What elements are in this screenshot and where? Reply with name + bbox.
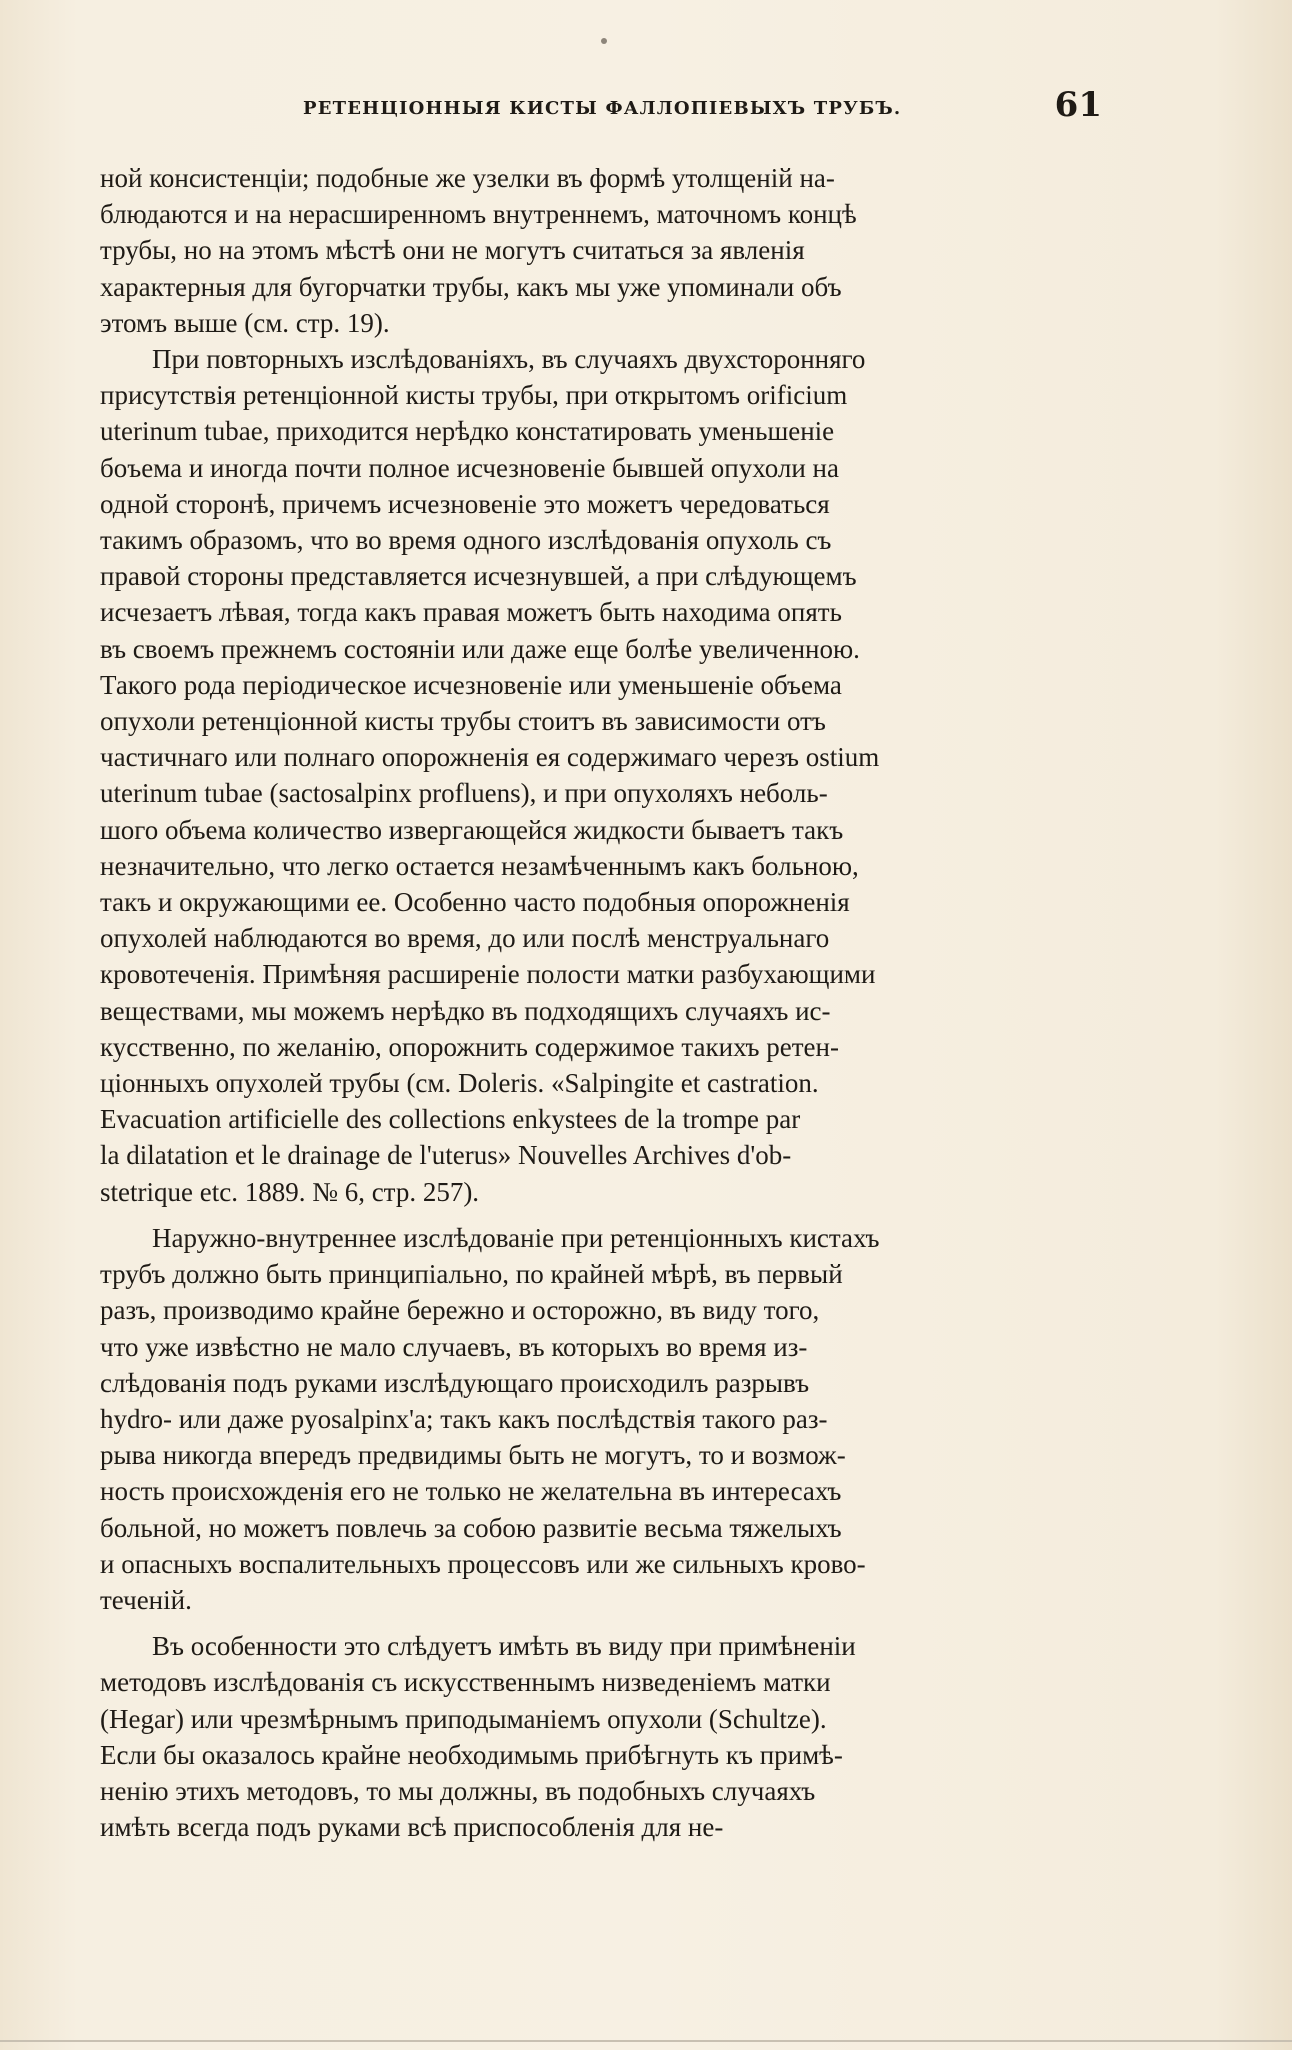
text-line: Если бы оказалось крайне необходимымь прибѣгнуть къ примѣ- xyxy=(100,1739,843,1770)
text-line: кусственно, по желанію, опорожнить содержимое такихъ ретен- xyxy=(100,1031,839,1062)
text-line: имѣть всегда подъ руками всѣ приспособленія для не- xyxy=(100,1812,724,1843)
text-line: stetrique etc. 1889. № 6, стр. 257). xyxy=(100,1176,480,1207)
text-line: шого объема количество извергающейся жидкости бываетъ такъ xyxy=(100,814,844,845)
text-line: теченій. xyxy=(100,1584,192,1615)
text-line: ненію этихъ методовъ, то мы должны, въ подобныхъ случаяхъ xyxy=(100,1775,816,1806)
text-line: При повторныхъ изслѣдованіяхъ, въ случаяхъ двухсторонняго xyxy=(152,344,866,375)
text-line: незначительно, что легко остается незамѣченнымъ какъ больною, xyxy=(100,850,859,881)
text-line: въ своемъ прежнемъ состояніи или даже еще болѣе увеличенною. xyxy=(100,633,860,664)
text-line: Въ особенности это слѣдуетъ имѣть въ виду при примѣненіи xyxy=(152,1631,856,1662)
page-number: 61 xyxy=(1054,85,1102,125)
text-line: веществами, мы можемъ нерѣдко въ подходящихъ случаяхъ ис- xyxy=(100,995,831,1026)
text-line: присутствія ретенціонной кисты трубы, при открытомъ orificium xyxy=(100,380,848,411)
text-line: трубы, но на этомъ мѣстѣ они не могутъ считаться за явленія xyxy=(100,235,805,266)
text-line: Такого рода періодическое исчезновеніе или уменьшеніе объема xyxy=(100,669,842,700)
text-line: ціонныхъ опухолей трубы (см. Doleris. «Salpingite et castration. xyxy=(100,1068,819,1099)
text-line: одной сторонѣ, причемъ исчезновеніе это можетъ чередоваться xyxy=(100,488,830,519)
text-line: Evacuation artificielle des collections enkystees de la trompe par xyxy=(100,1104,801,1135)
text-line: uterinum tubae (sactosalpinx profluens), и при опухоляхъ неболь- xyxy=(100,778,828,809)
text-line: частичнаго или полнаго опорожненія ея содержимаго черезъ ostium xyxy=(100,742,880,773)
running-title: РЕТЕНЦІОННЫЯ КИСТЫ ФАЛЛОПІЕВЫХЪ ТРУБЪ. xyxy=(303,98,902,119)
text-line: больной, но можетъ повлечь за собою развитіе весьма тяжелыхъ xyxy=(100,1512,842,1543)
text-line: методовъ изслѣдованія съ искусственнымъ низведеніемъ матки xyxy=(100,1667,831,1698)
page-bottom-edge xyxy=(0,2040,1292,2042)
text-line: этомъ выше (см. стр. 19). xyxy=(100,307,390,338)
text-line: что уже извѣстно не мало случаевъ, въ которыхъ во время из- xyxy=(100,1331,808,1362)
text-line: характерныя для бугорчатки трубы, какъ мы уже упоминали объ xyxy=(100,271,842,302)
text-line: боъема и иногда почти полное исчезновеніе бывшей опухоли на xyxy=(100,452,839,483)
text-line: опухоли ретенціонной кисты трубы стоитъ въ зависимости отъ xyxy=(100,706,826,737)
text-line: такъ и окружающими ее. Особенно часто подобныя опорожненія xyxy=(100,887,850,918)
text-line: опухолей наблюдаются во время, до или послѣ менструальнаго xyxy=(100,923,830,954)
text-line: блюдаются и на нерасширенномъ внутреннемъ, маточномъ концѣ xyxy=(100,199,857,230)
text-line: правой стороны представляется исчезнувшей, а при слѣдующемъ xyxy=(100,561,857,592)
page-header xyxy=(103,85,1106,128)
scan-dot xyxy=(601,38,607,44)
text-line: рыва никогда впередъ предвидимы быть не могутъ, то и возмож- xyxy=(100,1440,846,1471)
text-line: uterinum tubae, приходится нерѣдко констатировать уменьшеніе xyxy=(100,416,835,447)
text-line: hydro- или даже pyosalpinx'а; такъ какъ послѣдствія такого раз- xyxy=(100,1403,828,1434)
text-line: Наружно-внутреннее изслѣдованіе при ретенціонныхъ кистахъ xyxy=(152,1222,880,1253)
text-line: (Hegar) или чрезмѣрнымъ приподыманіемъ опухоли (Schultze). xyxy=(100,1703,827,1734)
text-line: кровотеченія. Примѣняя расширеніе полости матки разбухающими xyxy=(100,959,876,990)
text-line: исчезаетъ лѣвая, тогда какъ правая можетъ быть находима опять xyxy=(100,597,842,628)
body-text xyxy=(100,160,1110,1845)
text-line: слѣдованія подъ руками изслѣдующаго происходилъ разрывъ xyxy=(100,1367,810,1398)
text-line: трубъ должно быть принципіально, по крайней мѣрѣ, въ первый xyxy=(100,1259,843,1290)
text-line: la dilatation et le drainage de l'uterus» Nouvelles Archives d'ob- xyxy=(100,1140,792,1171)
text-line: такимъ образомъ, что во время одного изслѣдованія опухоль съ xyxy=(100,525,832,556)
text-line: разъ, производимо крайне бережно и осторожно, въ виду того, xyxy=(100,1295,820,1326)
text-line: ность происхожденія его не только не желательна въ интересахъ xyxy=(100,1476,842,1507)
text-line: ной консистенціи; подобные же узелки въ формѣ утолщеній на- xyxy=(100,163,835,193)
text-line: и опасныхъ воспалительныхъ процессовъ или же сильныхъ крово- xyxy=(100,1548,866,1579)
